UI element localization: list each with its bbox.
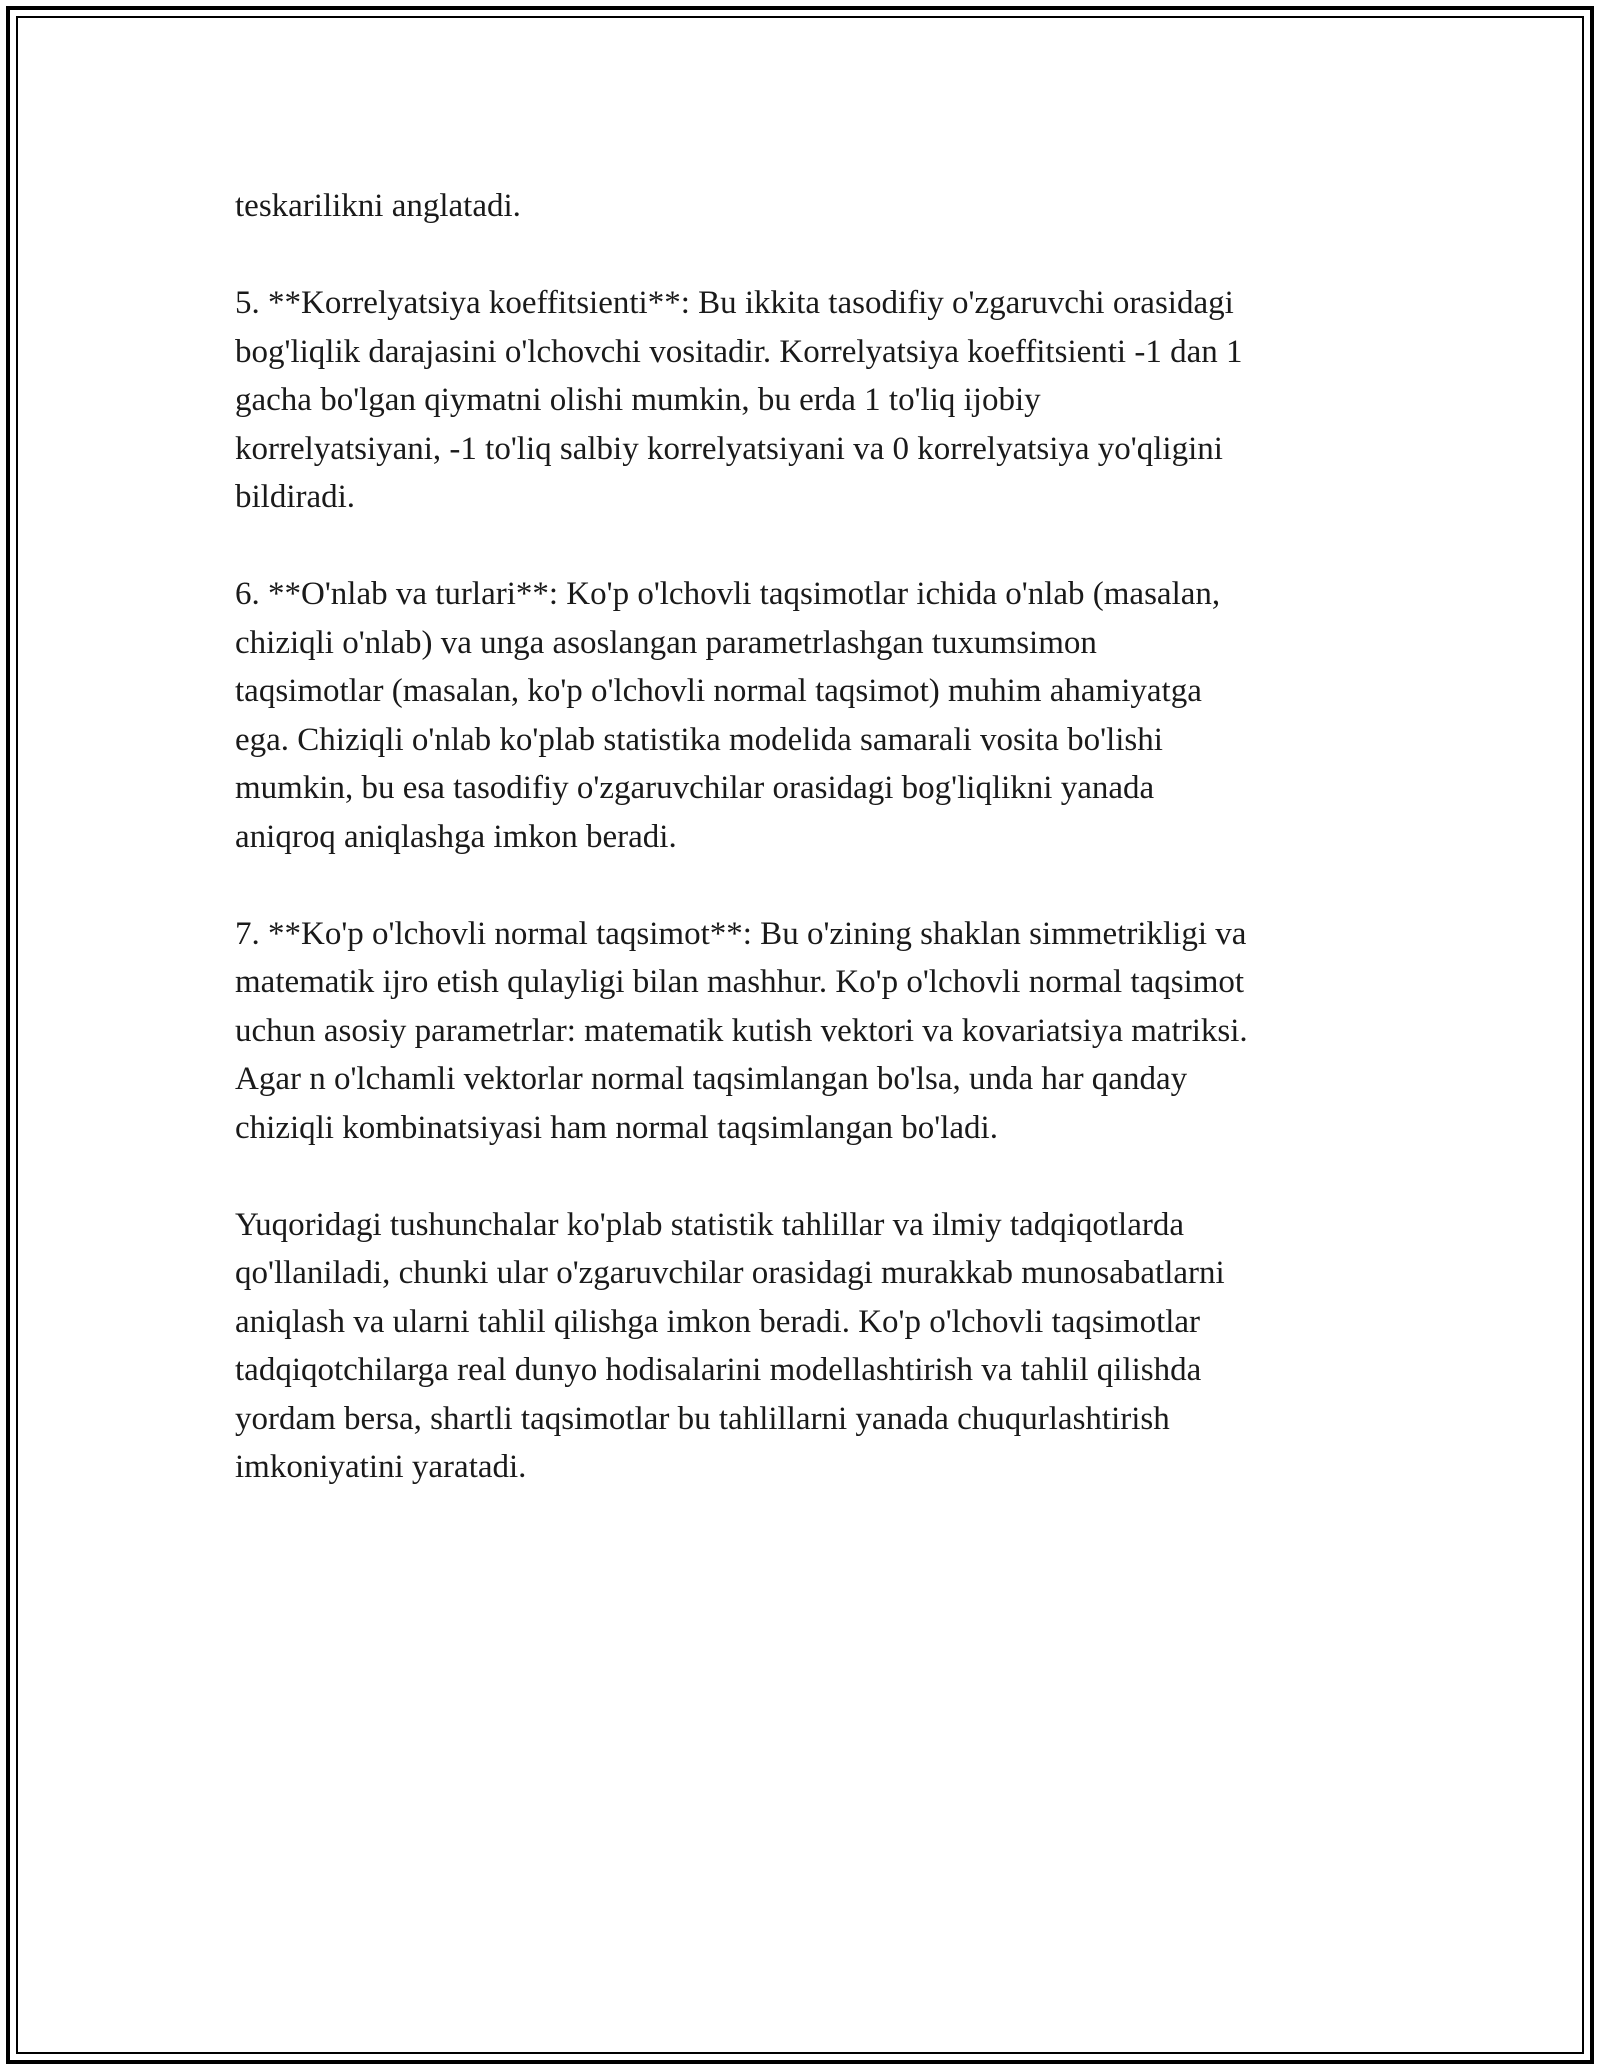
paragraph-continuation: teskarilikni anglatadi. (235, 188, 521, 224)
paragraph-conclusion: Yuqoridagi tushunchalar ko'plab statistik tahlillar va ilmiy tadqiqotlarda qo'llaniladi, chunki ular o'zgaruvchilar orasidagi murakkab munosabatlarni aniqlash va ularni tahlil qilishga imkon beradi. Ko'p o'lchovli taqsimotlar tadqiqotchilarga real dunyo hodisalarini modellashtirish va tahlil qilishda yordam bersa, shartli taqsimotlar bu tahlillarni yanada chuqurlashtirish imkoniyatini yaratadi. (235, 1206, 1225, 1485)
paragraph-multivariate-normal: 7. **Ko'p o'lchovli normal taqsimot**: Bu o'zining shaklan simmetrikligi va matematik ijro etish qulayligi bilan mashhur. Ko'p o'lchovli normal taqsimot uchun asosiy parametrlar: matematik kutish vektori va kovariatsiya matriksi. Agar n o'lchamli vektorlar normal taqsimlangan bo'lsa, unda har qanday chiziqli kombinatsiyasi ham normal taqsimlangan bo'ladi. (235, 915, 1248, 1146)
paragraph-onlab-types: 6. **O'nlab va turlari**: Ko'p o'lchovli taqsimotlar ichida o'nlab (masalan, chiziqli o'nlab) va unga asoslangan parametrlashgan tuxumsimon taqsimotlar (masalan, ko'p o'lchovli normal taqsimot) muhim ahamiyatga ega. Chiziqli o'nlab ko'plab statistika modelida samarali vosita bo'lishi mumkin, bu esa tasodifiy o'zgaruvchilar orasidagi bog'liqlikni yanada aniqroq aniqlashga imkon beradi. (235, 576, 1221, 855)
paragraph-correlation-coefficient: 5. **Korrelyatsiya koeffitsienti**: Bu ikkita tasodifiy o'zgaruvchi orasidagi bog'liqlik darajasini o'lchovchi vositadir. Korrelyatsiya koeffitsienti -1 dan 1 gacha bo'lgan qiymatni olishi mumkin, bu erda 1 to'liq ijobiy korrelyatsiyani, -1 to'liq salbiy korrelyatsiyani va 0 korrelyatsiya yo'qligini bildiradi. (235, 285, 1243, 515)
document-body (235, 182, 1385, 1540)
